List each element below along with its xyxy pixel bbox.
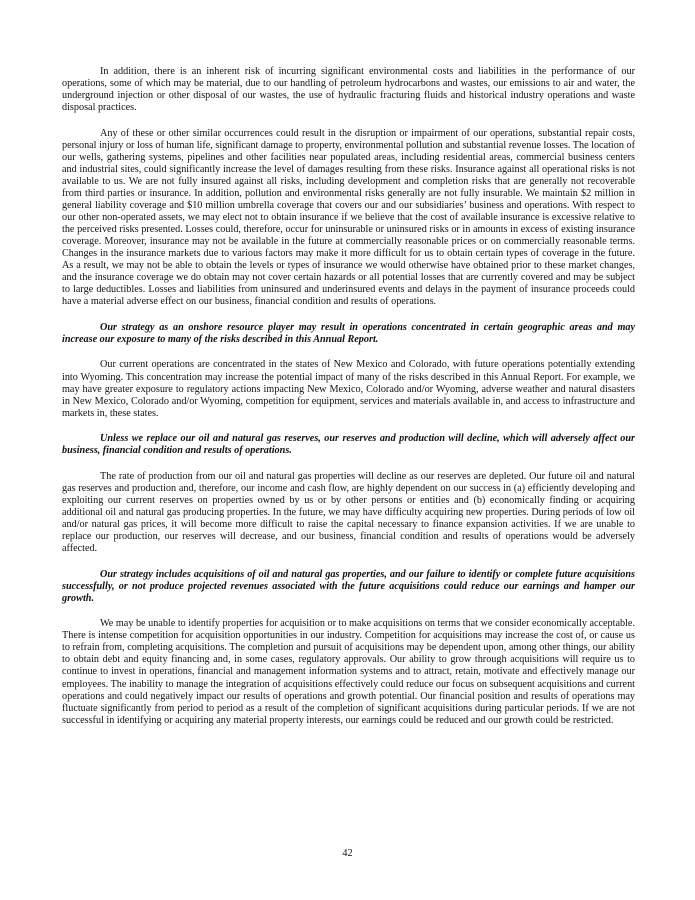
paragraph-current-operations: Our current operations are concentrated in the states of New Mexico and Colorado, with future operations potentially extending into Wyoming. This concentration may increase the potential impact of many of the risks described in this Annual Report. For example, we may have greater exposure to regulatory actions impacting New Mexico, Colorado and/or Wyoming, adverse weather and natural disasters in New Mexico, Colorado and/or Wyoming, competition for equipment, services and materials available in, and access to infrastructure and markets in, these states. — [62, 359, 635, 419]
paragraph-environmental-risk: In addition, there is an inherent risk of incurring significant environmental costs and liabilities in the performance of our operations, some of which may be material, due to our handling of petroleum hydrocarbons and wastes, our emissions to air and water, the underground injection or other disposal of our wastes, the use of hydraulic fracturing fluids and historical industry operations and waste disposal practices. — [62, 66, 635, 114]
paragraph-production-rate: The rate of production from our oil and natural gas properties will decline as our reserves are depleted. Our future oil and natural gas reserves and production and, therefore, our income and cash flow, are highly dependent on our success in (a) efficiently developing and exploiting our current reserves on properties owned by us or by other persons or entities and (b) economically finding or acquiring additional oil and natural gas producing properties. In the future, we may have difficulty acquiring new properties. During periods of low oil and/or natural gas prices, it will become more difficult to raise the capital necessary to finance expansion activities. If we are unable to replace our production, our reserves will decrease, and our business, financial condition and results of operations would be adversely affected. — [62, 470, 635, 555]
paragraph-acquisition-risk: We may be unable to identify properties for acquisition or to make acquisitions on terms that we consider economically acceptable. There is intense competition for acquisition opportunities in our industry. Competition for acquisitions may increase the cost of, or cause us to refrain from, completing acquisitions. The completion and pursuit of acquisitions may be dependent upon, among other things, our ability to obtain debt and equity financing and, in some cases, regulatory approvals. Our ability to grow through acquisitions will require us to continue to invest in operations, financial and management information systems and to attract, retain, motivate and effectively manage our employees. The inability to manage the integration of acquisitions effectively could reduce our focus on subsequent acquisitions and current operations and could negatively impact our results of operations and growth potential. Our financial position and results of operations may fluctuate significantly from period to period as a result of the completion of significant acquisitions during particular periods. If we are not successful in identifying or acquiring any material property interests, our earnings could be reduced and our growth could be restricted. — [62, 618, 635, 726]
paragraph-operational-occurrences: Any of these or other similar occurrences could result in the disruption or impairment of our operations, substantial repair costs, personal injury or loss of human life, significant damage to property, environmental pollution and substantial revenue losses. The location of our wells, gathering systems, pipelines and other facilities near populated areas, including residential areas, commercial business centers and industrial sites, could significantly increase the level of damages resulting from these risks. Insurance against all operational risks is not available to us. We are not fully insured against all risks, including development and completion risks that are generally not recoverable from third parties or insurance. In addition, pollution and environmental risks generally are not fully insurable. We maintain $2 million in general liability coverage and $10 million umbrella coverage that covers our and our subsidiaries’ business and operations. With respect to our other non-operated assets, we may elect not to obtain insurance if we believe that the cost of available insurance is excessive relative to the perceived risks presented. Losses could, therefore, occur for uninsurable or uninsured risks or in amounts in excess of existing insurance coverage. Moreover, insurance may not be available in the future at commercially reasonable prices or on commercially reasonable terms. Changes in the insurance markets due to various factors may make it more difficult for us to obtain certain types of coverage in the future. As a result, we may not be able to obtain the levels or types of insurance we would otherwise have obtained prior to these market changes, and the insurance coverage we do obtain may not cover certain hazards or all potential losses that are currently covered and may be subject to large deductibles. Losses and liabilities from uninsured and underinsured events and delays in the payment of insurance proceeds could have a material adverse effect on our business, financial condition and results of operations. — [62, 127, 635, 308]
heading-reserves-decline: Unless we replace our oil and natural gas reserves, our reserves and production will decline, which will adversely affect our business, financial condition and results of operations. — [62, 433, 635, 457]
heading-acquisitions-strategy: Our strategy includes acquisitions of oil and natural gas properties, and our failure to identify or complete future acquisitions successfully, or not produce projected revenues associated with the future acquisitions could reduce our earnings and hamper our growth. — [62, 568, 635, 604]
document-body — [62, 66, 635, 740]
heading-geographic-concentration: Our strategy as an onshore resource player may result in operations concentrated in certain geographic areas and may increase our exposure to many of the risks described in this Annual Report. — [62, 321, 635, 345]
page-number: 42 — [342, 848, 353, 859]
